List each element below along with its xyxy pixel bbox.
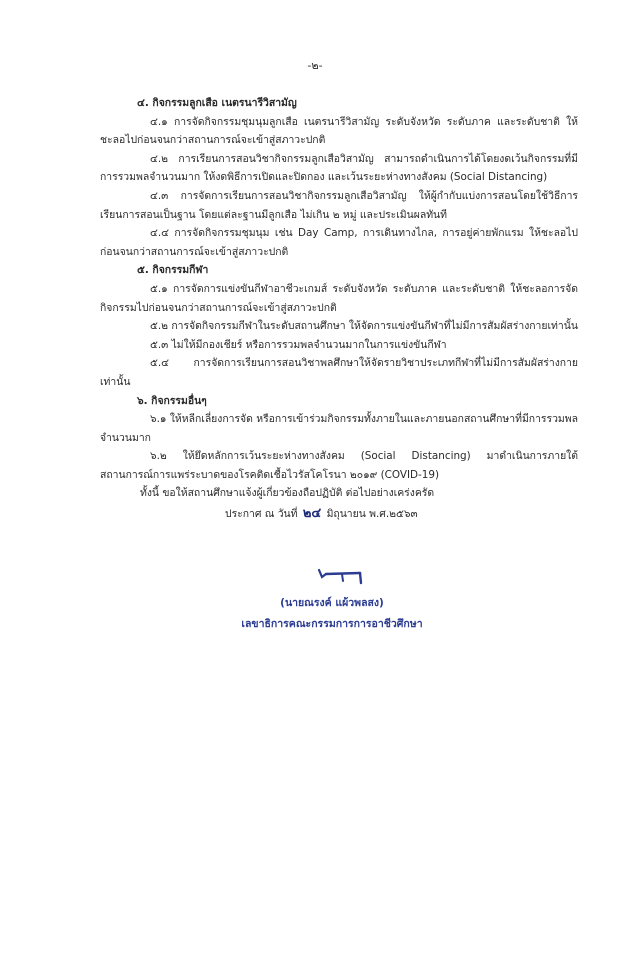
announcement-day: ๒๔ (302, 506, 322, 522)
section-item: ๖.๒ ให้ยึดหลักการเว้นระยะห่างทางสังคม (Social Distancing) มาดำเนินการภายใต้สถานการณ์การแพร่ระบาดของโรคติดเชื้อไวรัสโคโรนา ๒๐๑๙ (COVID-19) (100, 450, 578, 481)
section-item: ๖.๑ ให้หลีกเลี่ยงการจัด หรือการเข้าร่วมกิจกรรมทั้งภายในและภายนอกสถานศึกษาที่มีการรวมพลจำนวนมาก (100, 413, 578, 444)
signer-name: (นายณรงค์ แผ้วพลสง) (280, 597, 384, 609)
handwritten-signature-icon (316, 562, 366, 588)
section-item: ๕.๒ การจัดกิจกรรมกีฬาในระดับสถานศึกษา ให้จัดการแข่งขันกีฬาที่ไม่มีการสัมผัสร่างกายเท่านั้น (150, 320, 578, 333)
section-item: ๔.๔ การจัดกิจกรรมชุมนุม เช่น Day Camp, การเดินทางไกล, การอยู่ค่ายพักแรม ให้ชะลอไปก่อนจนกว่าสถานการณ์จะเข้าสู่สภาวะปกติ (100, 227, 578, 258)
section-item: ๕.๓ ไม่ให้มีกองเชียร์ หรือการรวมพลจำนวนมากในการแข่งขันกีฬา (150, 338, 447, 351)
document-body (100, 94, 578, 524)
section-item: ๔.๒ การเรียนการสอนวิชากิจกรรมลูกเสือวิสามัญ สามารถดำเนินการได้โดยงดเว้นกิจกรรมที่มีการรวมพลจำนวนมาก ให้งดพิธีการเปิดและปิดกอง และเว้นระยะห่างทางสังคม (Social Distancing) (100, 152, 578, 184)
section-scouts (100, 94, 578, 261)
page-number: -๒- (307, 59, 323, 72)
announcement-date (100, 505, 578, 524)
section-other (100, 392, 578, 485)
section-item: ๕.๑ การจัดการแข่งขันกีฬาอาชีวะเกมส์ ระดับจังหวัด ระดับภาค และระดับชาติ ให้ชะลอการจัดกิจกรรมไปก่อนจนกว่าสถานการณ์จะเข้าสู่สภาวะปกติ (100, 282, 578, 314)
announcement-suffix: มิถุนายน พ.ศ.๒๕๖๓ (326, 508, 418, 521)
section-sports (100, 261, 578, 391)
closing-statement: ทั้งนี้ ขอให้สถานศึกษาแจ้งผู้เกี่ยวข้องถือปฏิบัติ ต่อไปอย่างเคร่งครัด (140, 487, 435, 500)
section-heading: ๖. กิจกรรมอื่นๆ (137, 394, 207, 407)
section-heading: ๔. กิจกรรมลูกเสือ เนตรนารีวิสามัญ (137, 97, 297, 109)
section-item: ๔.๑ การจัดกิจกรรมชุมนุมลูกเสือ เนตรนารีวิสามัญ ระดับจังหวัด ระดับภาค และระดับชาติ ให้ชะลอไปก่อนจนกว่าสถานการณ์จะเข้าสู่สภาวะปกติ (100, 115, 578, 147)
signer-title: เลขาธิการคณะกรรมการการอาชีวศึกษา (241, 618, 423, 630)
announcement-prefix: ประกาศ ณ วันที่ (225, 508, 298, 521)
section-heading: ๕. กิจกรรมกีฬา (137, 264, 209, 277)
section-item: ๕.๔ การจัดการเรียนการสอนวิชาพลศึกษาให้จัดรายวิชาประเภทกีฬาที่ไม่มีการสัมผัสร่างกายเท่านั้น (100, 357, 578, 388)
section-item: ๔.๓ การจัดการเรียนการสอนวิชากิจกรรมลูกเสือวิสามัญ ให้ผู้กำกับแบ่งการสอนโดยใช้วิธีการเรียนการสอนเป็นฐาน โดยแต่ละฐานมีลูกเสือ ไม่เกิน ๒ หมู่ และประเมินผลทันที (100, 189, 578, 221)
